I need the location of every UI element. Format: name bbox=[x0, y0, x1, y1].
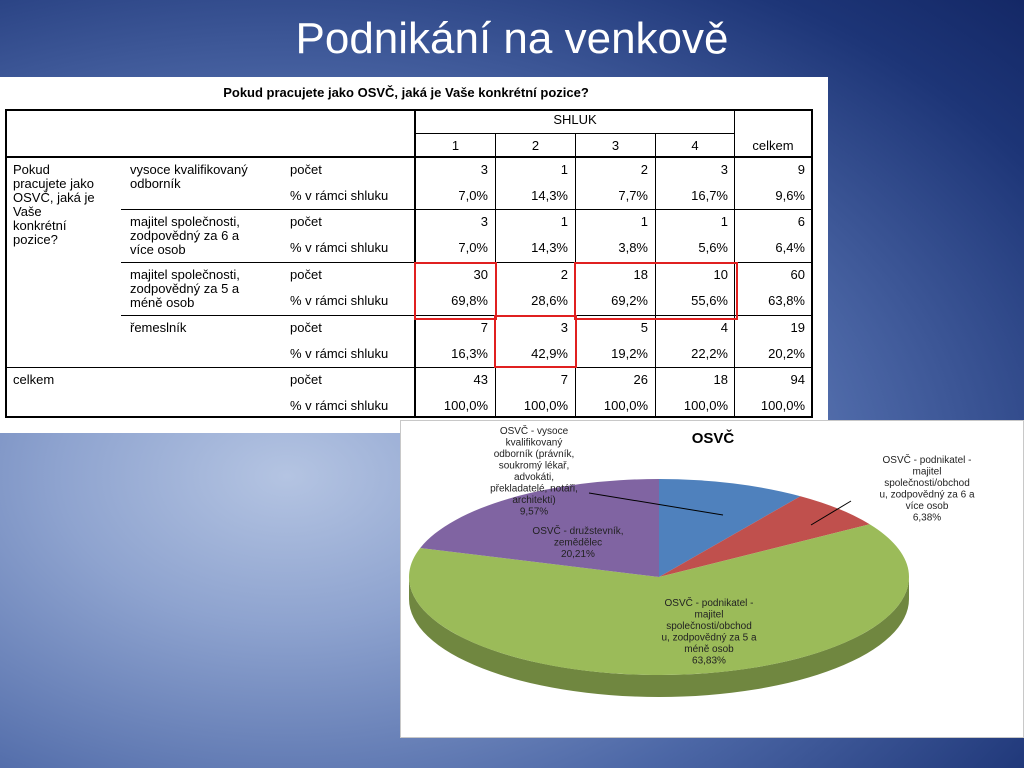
table-cell: 9 bbox=[797, 162, 805, 177]
metric-label: % v rámci shluku bbox=[290, 188, 389, 203]
group-label-line: zodpovědný za 5 a bbox=[130, 281, 240, 296]
table-cell: 1 bbox=[560, 162, 568, 177]
slide-title: Podnikání na venkově bbox=[295, 14, 729, 63]
total-row-divider bbox=[5, 367, 813, 368]
slice-label-line: překladatelé, notáři, bbox=[490, 483, 578, 495]
header-col-2: 2 bbox=[531, 138, 540, 153]
table-cell: 60 bbox=[790, 267, 805, 282]
header-col-total: celkem bbox=[752, 138, 794, 153]
table-border-top bbox=[5, 109, 813, 111]
metric-label: % v rámci shluku bbox=[290, 240, 389, 255]
table-cell: 3,8% bbox=[618, 240, 648, 255]
table-cell: 22,2% bbox=[691, 346, 728, 361]
metric-label: % v rámci shluku bbox=[290, 398, 389, 413]
table-cell: 30 bbox=[473, 267, 488, 282]
header-col-3: 3 bbox=[611, 138, 620, 153]
table-cell: 20,2% bbox=[768, 346, 805, 361]
group-label-line: méně osob bbox=[130, 295, 195, 310]
table-cell: 100,0% bbox=[603, 398, 648, 413]
slice-label bbox=[879, 453, 975, 524]
table-cell: 18 bbox=[713, 372, 728, 387]
slice-label-line: majitel bbox=[912, 466, 942, 478]
table-cell: 14,3% bbox=[531, 188, 568, 203]
table-cell: 100,0% bbox=[760, 398, 805, 413]
pie-chart bbox=[401, 421, 1024, 739]
table-title: Pokud pracujete jako OSVČ, jaká je Vaše konkrétní pozice? bbox=[223, 85, 589, 100]
slice-label-line: odborník (právník, bbox=[493, 449, 575, 460]
highlight-box bbox=[414, 262, 497, 320]
question-label-line: pracujete jako bbox=[13, 176, 94, 191]
group-label-line: vysoce kvalifikovaný bbox=[130, 162, 248, 177]
slice-label-line: architekti) bbox=[512, 495, 556, 506]
highlight-box bbox=[574, 262, 738, 320]
table-cell: 3 bbox=[720, 162, 728, 177]
table-cell: 42,9% bbox=[531, 346, 568, 361]
slice-label-line: OSVČ - vysoce bbox=[499, 426, 569, 437]
table-cell: 28,6% bbox=[531, 293, 568, 308]
slice-label-line: advokáti, bbox=[513, 472, 555, 483]
slice-label-line: majitel bbox=[694, 609, 724, 621]
question-label-line: Pokud bbox=[13, 162, 50, 177]
slice-label-line: 20,21% bbox=[561, 549, 595, 560]
table-border-bottom bbox=[5, 416, 813, 418]
pie-chart-panel bbox=[400, 420, 1024, 738]
header-col-4: 4 bbox=[691, 138, 699, 153]
question-label-line: konkrétní bbox=[13, 218, 67, 233]
table-cell: 6,4% bbox=[775, 240, 805, 255]
table-cell: 1 bbox=[720, 214, 728, 229]
table-cell: 6 bbox=[797, 214, 805, 229]
slice-label-line: zemědělec bbox=[553, 537, 603, 549]
table-cell: 5 bbox=[640, 320, 648, 335]
table-cell: 9,6% bbox=[775, 188, 805, 203]
table-cell: 7,0% bbox=[458, 188, 488, 203]
group-label-line: majitel společnosti, bbox=[130, 267, 240, 282]
table-cell: 7 bbox=[480, 320, 488, 335]
table-cell: 19,2% bbox=[611, 346, 648, 361]
table-cell: 7 bbox=[560, 372, 568, 387]
table-cell: 94 bbox=[790, 372, 805, 387]
table-cell: 16,7% bbox=[691, 188, 728, 203]
slice-label-line: kvalifikovaný bbox=[505, 437, 563, 449]
table-cell: 63,8% bbox=[768, 293, 805, 308]
metric-label: počet bbox=[290, 320, 322, 335]
table-cell: 26 bbox=[633, 372, 648, 387]
table-cell: 7,0% bbox=[458, 240, 488, 255]
table-cell: 55,6% bbox=[691, 293, 728, 308]
slice-label-line: společnosti/obchod bbox=[884, 478, 970, 489]
question-label-line: pozice? bbox=[13, 232, 58, 247]
slice-label-line: soukromý lékař, bbox=[498, 460, 570, 472]
table-cell: 10 bbox=[713, 267, 728, 282]
metric-label: % v rámci shluku bbox=[290, 293, 389, 308]
table-cell: 1 bbox=[560, 214, 568, 229]
metric-label: počet bbox=[290, 214, 322, 229]
group-divider-1 bbox=[121, 209, 813, 210]
table-cell: 43 bbox=[473, 372, 488, 387]
slice-label-line: u, zodpovědný za 5 a bbox=[661, 632, 757, 644]
table-header-divider bbox=[5, 156, 813, 158]
total-row-label: celkem bbox=[13, 372, 55, 387]
table-cell: 1 bbox=[640, 214, 648, 229]
group-label-line: majitel společnosti, bbox=[130, 214, 240, 229]
slice-label-line: 9,57% bbox=[519, 506, 549, 518]
table-cell: 5,6% bbox=[698, 240, 728, 255]
slice-label-line: 63,83% bbox=[692, 655, 726, 667]
table-cell: 3 bbox=[480, 162, 488, 177]
table-cell: 3 bbox=[560, 320, 568, 335]
table-cell: 69,8% bbox=[451, 293, 488, 308]
crosstab-panel bbox=[0, 77, 828, 433]
table-cell: 69,2% bbox=[611, 293, 648, 308]
table-cell: 14,3% bbox=[531, 240, 568, 255]
table-cell: 2 bbox=[640, 162, 648, 177]
table-cell: 19 bbox=[790, 320, 805, 335]
metric-label: počet bbox=[290, 372, 322, 387]
header-col-1: 1 bbox=[451, 138, 460, 153]
group-label-line: zodpovědný za 6 a bbox=[130, 228, 240, 243]
table-cell: 16,3% bbox=[451, 346, 488, 361]
header-shluk: SHLUK bbox=[553, 112, 597, 127]
slice-label-line: OSVČ - podnikatel - bbox=[664, 598, 754, 609]
table-cell: 100,0% bbox=[683, 398, 728, 413]
highlight-box bbox=[494, 315, 577, 368]
chart-title: OSVČ bbox=[691, 430, 735, 447]
slice-label-line: OSVČ - podnikatel - bbox=[882, 455, 972, 466]
slice-label-line: OSVČ - družstevník, bbox=[532, 526, 624, 537]
table-cell: 100,0% bbox=[443, 398, 488, 413]
slice-label-line: u, zodpovědný za 6 a bbox=[879, 489, 975, 501]
slice-label-line: více osob bbox=[905, 501, 949, 512]
group-label-line: řemeslník bbox=[130, 320, 187, 335]
table-cell: 100,0% bbox=[523, 398, 568, 413]
metric-label: počet bbox=[290, 267, 322, 282]
question-label-line: Vaše bbox=[13, 204, 42, 219]
metric-label: počet bbox=[290, 162, 322, 177]
slice-label-line: společnosti/obchod bbox=[666, 621, 752, 632]
slice-label-line: 6,38% bbox=[912, 512, 942, 524]
slice-label-line: méně osob bbox=[684, 644, 734, 655]
group-label-line: odborník bbox=[130, 176, 181, 191]
table-cell: 2 bbox=[560, 267, 568, 282]
table-cell: 3 bbox=[480, 214, 488, 229]
table-cell: 7,7% bbox=[618, 188, 648, 203]
group-label-line: více osob bbox=[130, 242, 186, 257]
table-cell: 4 bbox=[720, 320, 728, 335]
metric-label: % v rámci shluku bbox=[290, 346, 389, 361]
table-cell: 18 bbox=[633, 267, 648, 282]
question-label-line: OSVČ, jaká je bbox=[13, 190, 95, 205]
